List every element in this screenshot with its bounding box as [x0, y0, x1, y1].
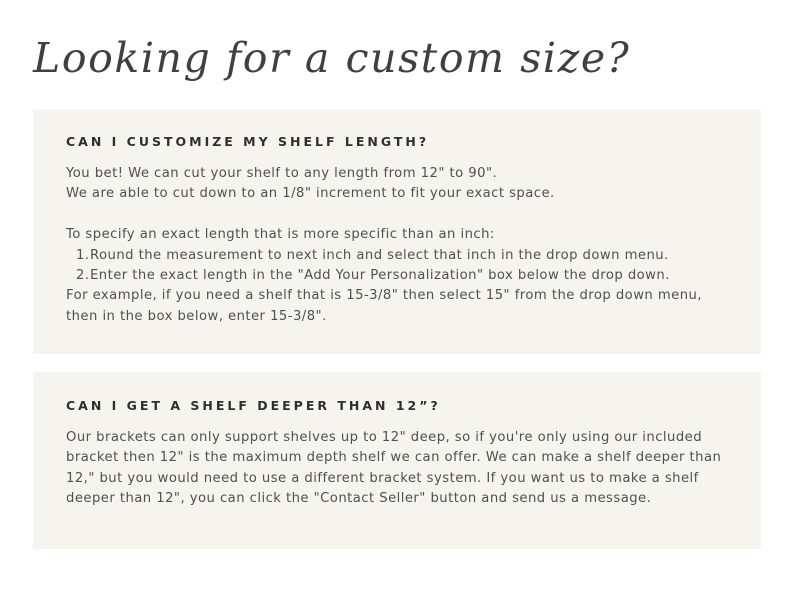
step-number: 1.	[76, 247, 90, 263]
example-line: then in the box below, enter 15-3/8".	[66, 308, 327, 324]
faq-card-shelf-length	[33, 109, 761, 354]
faq-answer	[66, 428, 749, 510]
answer-line: Our brackets can only support shelves up to 12" deep, so if you're only using our included	[66, 430, 703, 445]
answer-line: deeper than 12", you can click the "Contact Seller" button and send us a message.	[66, 491, 652, 507]
example-line: For example, if you need a shelf that is 15-3/8" then select 15" from the drop down menu,	[66, 288, 702, 304]
faq-heading: CAN I GET A SHELF DEEPER THAN 12”?	[66, 398, 441, 413]
step-number: 2.	[76, 268, 90, 284]
faq-card-shelf-depth	[33, 372, 761, 549]
step-item	[66, 246, 749, 266]
step-item	[66, 266, 749, 286]
faq-answer	[66, 164, 749, 327]
answer-line: We are able to cut down to an 1/8" increment to fit your exact space.	[66, 186, 555, 202]
step-text: Round the measurement to next inch and select that inch in the drop down menu.	[90, 247, 669, 263]
answer-line: 12," but you would need to use a different bracket system. If you want us to make a shelf	[66, 470, 699, 486]
answer-line: bracket then 12" is the maximum depth shelf we can offer. We can make a shelf deeper than	[66, 450, 722, 466]
step-text: Enter the exact length in the "Add Your Personalization" box below the drop down.	[90, 268, 670, 284]
paragraph-spacer	[66, 205, 749, 225]
steps-intro: To specify an exact length that is more specific than an inch:	[66, 227, 495, 243]
answer-line: You bet! We can cut your shelf to any length from 12" to 90".	[66, 166, 498, 181]
faq-heading: CAN I CUSTOMIZE MY SHELF LENGTH?	[66, 134, 430, 149]
page-title: Looking for a custom size?	[33, 34, 631, 82]
steps-list	[66, 246, 749, 287]
